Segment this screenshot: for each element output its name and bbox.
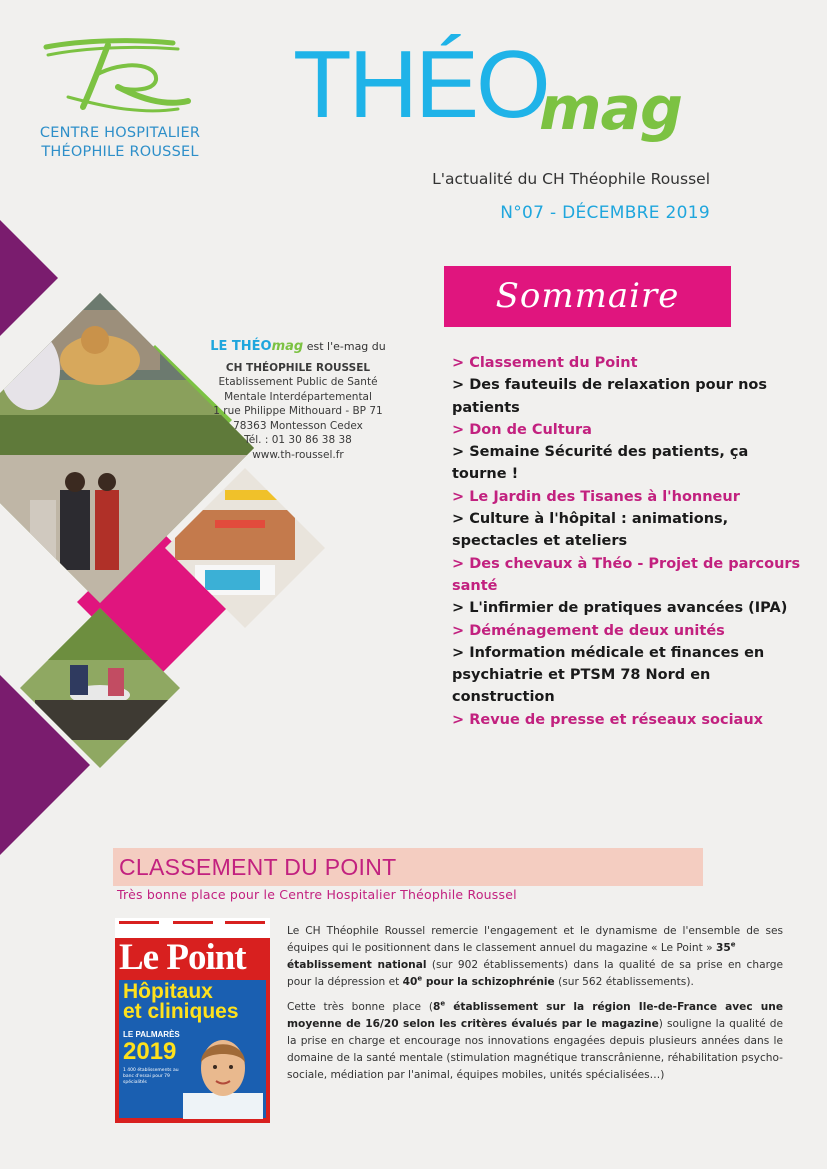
hospital-name (20, 124, 220, 162)
toc-item[interactable]: > Le Jardin des Tisanes à l'honneur (452, 488, 740, 505)
p1-text-c: (sur 902 établissements) dans la qualité de sa prise en charge pour la dépression et (287, 959, 783, 988)
p1-bold-rank (716, 942, 736, 954)
p2-rank: 8 (432, 1001, 441, 1013)
masthead-mag: mag (539, 74, 682, 144)
sommaire-title: Sommaire (495, 276, 680, 316)
publication-info (176, 340, 420, 462)
p1-text-e: (sur 562 établissements). (554, 976, 694, 988)
p2-text-a: Cette très bonne place ( (287, 1001, 433, 1013)
masthead-theo: THÉO (293, 31, 548, 138)
masthead (293, 30, 773, 160)
issue-number: N°07 - DÉCEMBRE 2019 (500, 203, 710, 223)
info-line: Mentale Interdépartemental (224, 390, 372, 403)
toc-item[interactable]: > Des fauteuils de relaxation pour nos patients (452, 377, 768, 416)
le-point-cover-image (115, 918, 270, 1123)
p1-sup: e (730, 940, 736, 949)
toc-item[interactable]: > Déménagement de deux unités (452, 622, 725, 639)
p1-sup2: e (417, 974, 423, 983)
purple-triangle-top (0, 220, 58, 336)
section-subtitle: Très bonne place pour le Centre Hospitalier Théophile Roussel (117, 887, 517, 902)
info-line: 78363 Montesson Cedex (233, 419, 363, 432)
p1-bold-national: établissement national (287, 959, 427, 971)
p1-bold-40 (403, 976, 555, 988)
cover-headline-1: Hôpitaux (123, 980, 213, 1003)
toc-item[interactable]: > L'infirmier de pratiques avancées (IPA) (452, 600, 788, 617)
p2-text-c: ) souligne la qualité de la prise en charge et encourage nos innovations engagées depuis plusieurs années dans le domaine de la santé mentale (stimulation magnétique transcrânienne, réhabilitation psycho-sociale, médiation par l'animal, équipes mobiles, unités spécialisées…) (287, 1018, 783, 1081)
toc-item[interactable]: > Information médicale et finances en psychiatrie et PTSM 78 Nord en construction (452, 644, 765, 706)
hospital-name-line1: CENTRE HOSPITALIER (39, 125, 201, 141)
toc-item[interactable]: > Don de Cultura (452, 421, 592, 438)
tag-mag: mag (271, 339, 304, 354)
hospital-logo (38, 35, 198, 115)
info-line: Etablissement Public de Santé (218, 376, 378, 388)
table-of-contents (452, 352, 802, 731)
masthead-tagline: L'actualité du CH Théophile Roussel (432, 170, 710, 188)
p1-rank: 35 (715, 942, 731, 954)
info-website[interactable]: www.th-roussel.fr (252, 448, 344, 461)
p2-sup: e (440, 999, 446, 1008)
p1-text-a: Le CH Théophile Roussel remercie l'engagement et le dynamisme de l'ensemble de ses équipes qui le positionnent dans le classement annuel du magazine « Le Point » (287, 925, 783, 954)
p2-bold-text: établissement sur la région Ile-de-France avec une moyenne de 16/20 selon les critères évalués par le magazine (287, 1001, 784, 1030)
cover-top-strip (115, 918, 270, 938)
section-header (113, 848, 703, 886)
toc-item[interactable]: > Semaine Sécurité des patients, ça tourne ! (452, 444, 749, 483)
toc-item[interactable]: > Culture à l'hôpital : animations, spectacles et ateliers (452, 511, 729, 550)
p1-schizo: pour la schizophrénie (422, 976, 555, 988)
toc-item[interactable]: > Revue de presse et réseaux sociaux (452, 711, 764, 728)
tag-le-theo: LE THÉO (210, 339, 272, 354)
info-phone: Tél. : 01 30 86 38 38 (244, 434, 352, 446)
article-paragraph-1 (287, 923, 783, 991)
hospital-name-line2: THÉOPHILE ROUSSEL (41, 144, 199, 160)
emag-tagline (176, 340, 420, 355)
tag-rest: est l'e-mag du (303, 340, 386, 353)
cover-brand: Le Point (119, 937, 246, 978)
cover-palmares: LE PALMARÈS (123, 1030, 180, 1039)
cover-headline-2: et cliniques (123, 1000, 239, 1023)
cover-headline (123, 982, 239, 1022)
cover-small-text: 1 400 établissements au banc d'essai pour 79 spécialités (123, 1068, 179, 1085)
toc-item[interactable]: > Des chevaux à Théo - Projet de parcours santé (452, 555, 801, 594)
sommaire-header (444, 266, 731, 327)
photo-collage (0, 220, 340, 880)
article-paragraph-2 (287, 999, 783, 1084)
section-title: CLASSEMENT DU POINT (119, 854, 397, 880)
cover-portrait (183, 1033, 263, 1119)
info-line: 1 rue Philippe Mithouard - BP 71 (213, 405, 383, 417)
article-body (287, 923, 783, 1092)
toc-item[interactable]: > Classement du Point (452, 355, 638, 371)
cover-year: 2019 (123, 1038, 177, 1065)
p1-40: 40 (402, 976, 418, 988)
org-name: CH THÉOPHILE ROUSSEL (225, 361, 371, 374)
